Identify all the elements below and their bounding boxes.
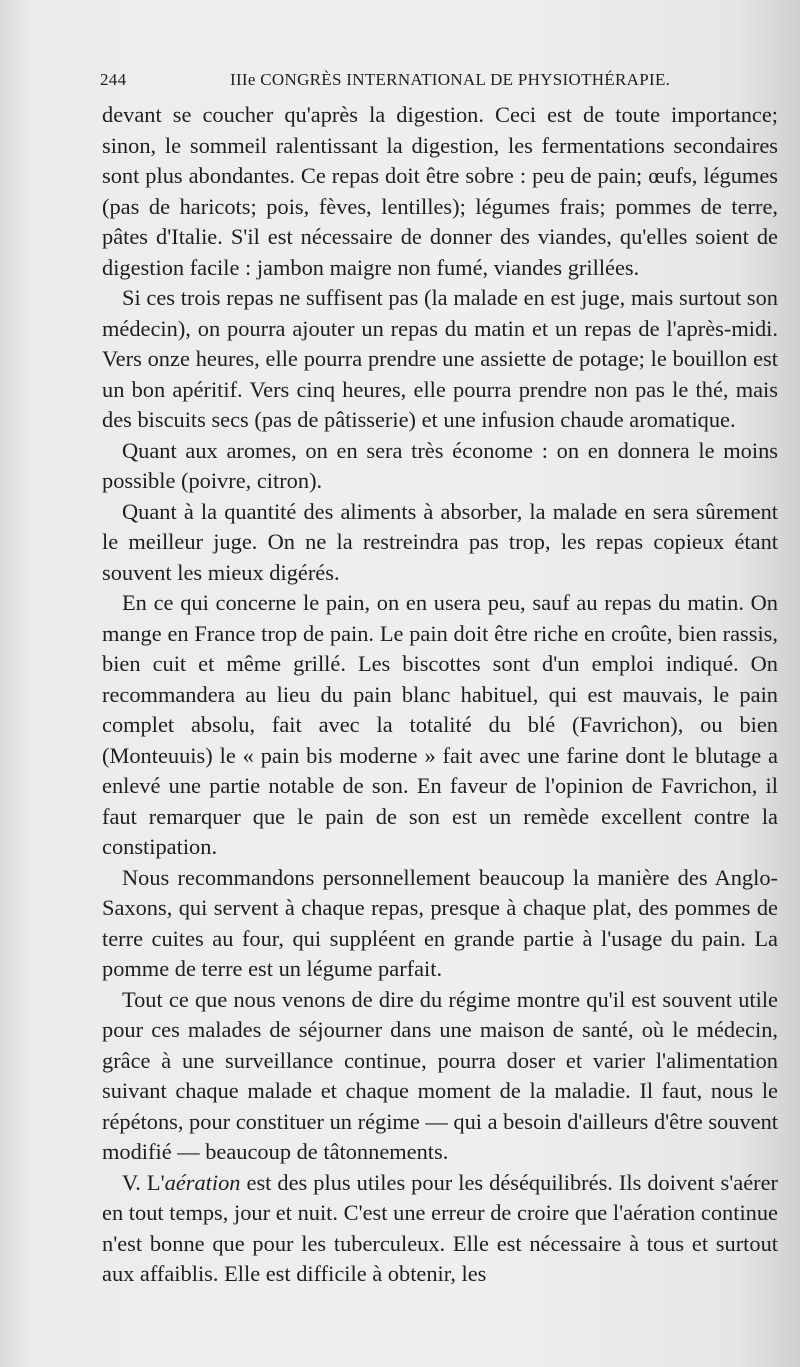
paragraph-potatoes: Nous recommandons personnellement beaucoup la manière des Anglo-Saxons, qui servent à chaque repas, presque à chaque plat, des pommes de terre cuites au four, qui suppléent en grande partie à l'usage du pain. La pomme de terre est un légume parfait. <box>102 864 778 981</box>
aeration-rest: est des plus utiles pour les déséquilibrés. Ils doivent s'aérer en tout temps, jour et nuit. C'est une erreur de croire que l'aération continue n'est bonne que pour les tuberculeux. Elle est nécessaire à tous et surtout aux affaiblis. Elle est difficile à obtenir, les <box>102 1169 778 1286</box>
paragraph-nursing-home: Tout ce que nous venons de dire du régime montre qu'il est souvent utile pour ces malades de séjourner dans une maison de santé, où le médecin, grâce à une surveillance continue, pourra doser et varier l'alimentation suivant chaque malade et chaque moment de la maladie. Il faut, nous le répétons, pour constituer un régime — qui a besoin d'ailleurs d'être souvent modifié — beaucoup de tâtonnements. <box>102 986 778 1164</box>
page-number: 244 <box>100 70 127 89</box>
paragraph-bread: En ce qui concerne le pain, on en usera peu, sauf au repas du matin. On mange en France trop de pain. Le pain doit être riche en croûte, bien rassis, bien cuit et même grillé. Les biscottes sont d'un emploi indiqué. On recommandera au lieu du pain blanc habituel, qui est mauvais, le pain complet absolu, fait avec la totalité du blé (Favrichon), ou bien (Monteuuis) le « pain bis moderne » fait avec une farine dont le blutage a enlevé une partie notable de son. En faveur de l'opinion de Favrichon, il faut remarquer que le pain de son est un remède excellent contre la constipation. <box>102 590 778 859</box>
running-title: IIIe CONGRÈS INTERNATIONAL DE PHYSIOTHÉRAPIE. <box>230 70 671 89</box>
paragraph-extra-meals: Si ces trois repas ne suffisent pas (la malade en est juge, mais surtout son médecin), on pourra ajouter un repas du matin et un repas de l'après-midi. Vers onze heures, elle pourra prendre une assiette de potage; le bouillon est un bon apéritif. Vers cinq heures, elle pourra prendre non pas le thé, mais des biscuits secs (pas de pâtisserie) et une infusion chaude aromatique. <box>102 285 778 432</box>
page-header <box>100 70 760 100</box>
aeration-emphasis: aération <box>164 1169 241 1195</box>
paragraph-aeration <box>102 1168 778 1290</box>
body-text <box>102 100 778 1290</box>
aeration-lead: V. L' <box>122 1169 165 1195</box>
paragraph-dinner-continued: devant se coucher qu'après la digestion. Ceci est de toute importance; sinon, le sommeil ralentissant la digestion, les fermentations secondaires sont plus abondantes. Ce repas doit être sobre : peu de pain; œufs, légumes (pas de haricots; pois, fèves, lentilles); légumes frais; pommes de terre, pâtes d'Italie. S'il est nécessaire de donner des viandes, qu'elles soient de digestion facile : jambon maigre non fumé, viandes grillées. <box>102 102 778 280</box>
paragraph-quantity: Quant à la quantité des aliments à absorber, la malade en sera sûrement le meilleur juge. On ne la restreindra pas trop, les repas copieux étant souvent les mieux digérés. <box>102 498 778 585</box>
paragraph-aromas: Quant aux aromes, on en sera très économe : on en donnera le moins possible (poivre, citron). <box>102 437 778 493</box>
